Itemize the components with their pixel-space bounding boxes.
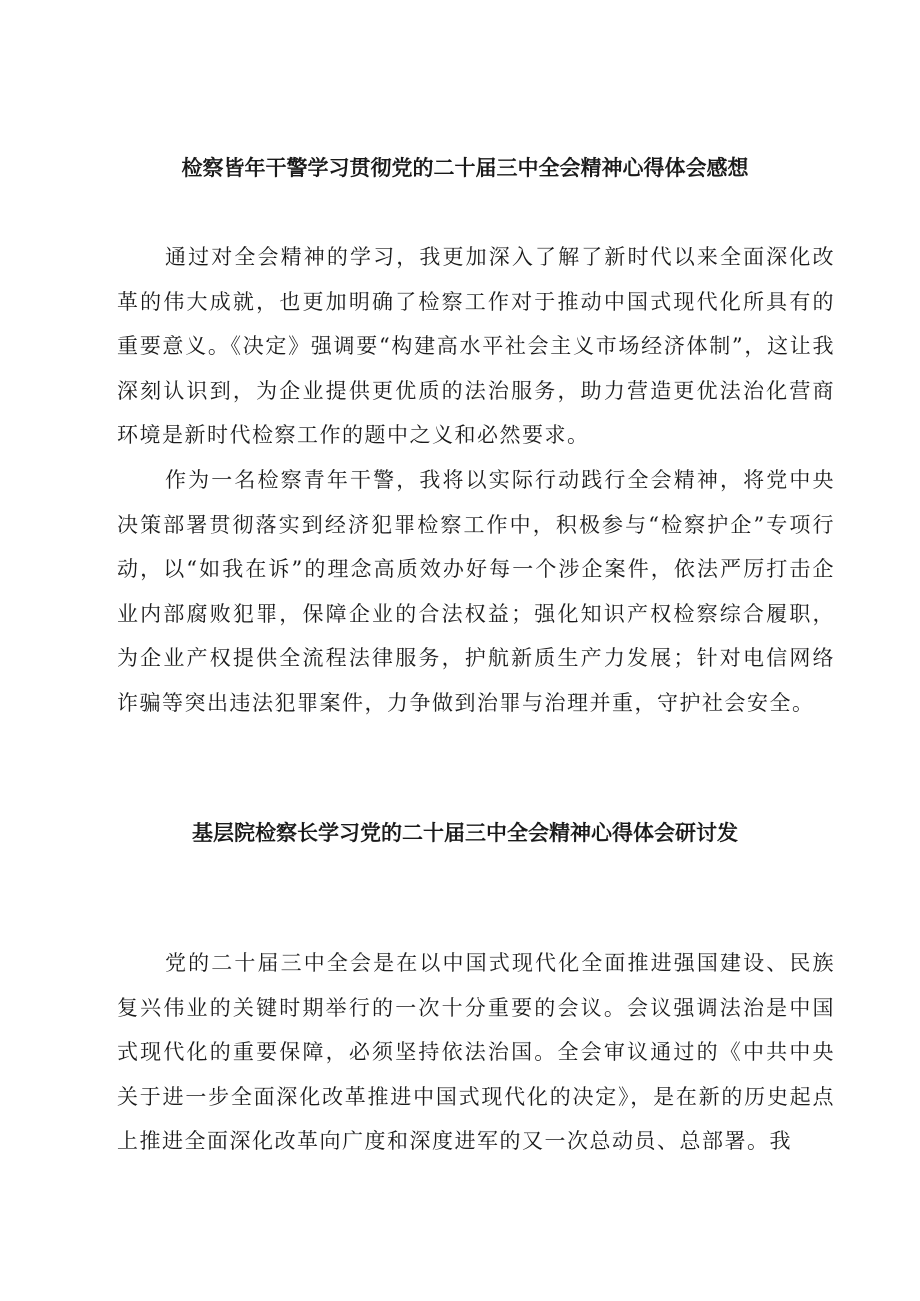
article-1-paragraph-1: 通过对全会精神的学习，我更加深入了解了新时代以来全面深化改革的伟大成就，也更加明确了检察工作对于推动中国式现代化所具有的重要意义。《决定》强调要“构建高水平社会主义市场经济体制”，这让我深刻认识到，为企业提供更优质的法治服务，助力营造更优法治化营商环境是新时代检察工作的题中之义和必然要求。 bbox=[117, 245, 835, 447]
article-2-paragraph-1: 党的二十届三中全会是在以中国式现代化全面推进强国建设、民族复兴伟业的关键时期举行的一次十分重要的会议。会议强调法治是中国式现代化的重要保障，必须坚持依法治国。全会审议通过的《中共中央关于进一步全面深化改革推进中国式现代化的决定》，是在新的历史起点上推进全面深化改革向广度和深度进军的又一次总动员、总部署。我 bbox=[117, 951, 835, 1153]
article-1-title: 检察皆年干警学习贯彻党的二十届三中全会精神心得体会感想 bbox=[181, 156, 749, 180]
article-1-paragraph-2: 作为一名检察青年干警，我将以实际行动践行全会精神，将党中央决策部署贯彻落实到经济犯罪检察工作中，积极参与“检察护企”专项行动，以“如我在诉”的理念高质效办好每一个涉企案件，依法严厉打击企业内部腐败犯罪，保障企业的合法权益；强化知识产权检察综合履职，为企业产权提供全流程法律服务，护航新质生产力发展；针对电信网络诈骗等突出违法犯罪案件，力争做到治罪与治理并重，守护社会安全。 bbox=[117, 468, 835, 715]
article-2-title: 基层院检察长学习党的二十届三中全会精神心得体会研讨发 bbox=[192, 821, 738, 845]
